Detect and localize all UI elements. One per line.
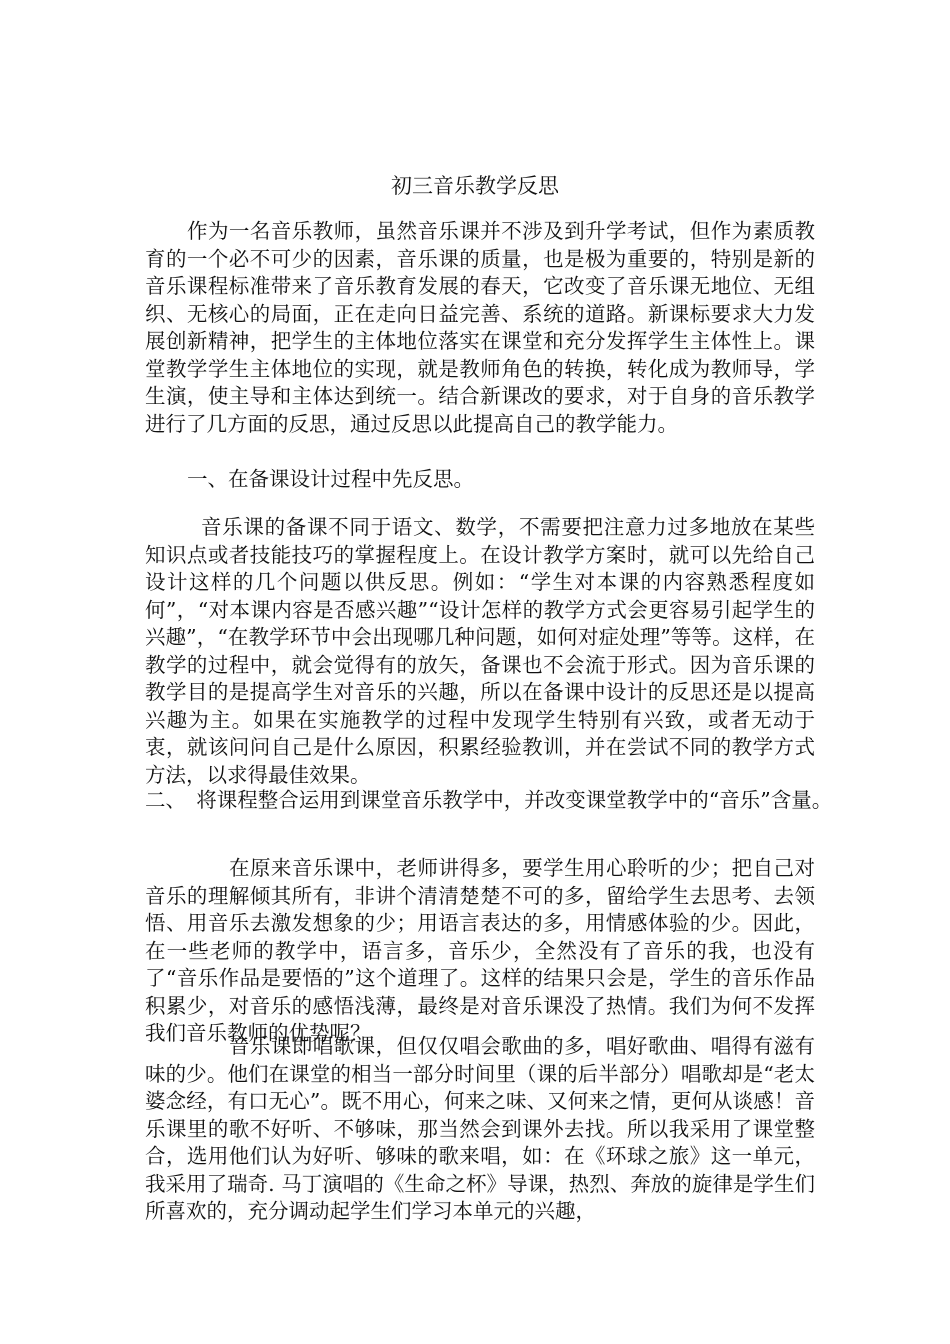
- section-one-paragraph: 音乐课的备课不同于语文、数学，不需要把注意力过多地放在某些知识点或者技能技巧的掌握程度上。在设计教学方案时，就可以先给自己设计这样的几个问题以供反思。例如：“学生对本课的内容熟悉程度如何”，“对本课内容是否感兴趣”“设计怎样的教学方式会更容易引起学生的兴趣”，“在教学环节中会出现哪几种问题，如何对症处理”等等。这样，在教学的过程中，就会觉得有的放矢，备课也不会流于形式。因为音乐课的教学目的是提高学生对音乐的兴趣，所以在备课中设计的反思还是以提高兴趣为主。如果在实施教学的过程中发现学生特别有兴致，或者无动于衷，就该问问自己是什么原因，积累经验教训，并在尝试不同的教学方式方法，以求得最佳效果。: [145, 515, 815, 787]
- section-two-paragraph-a: 在原来音乐课中，老师讲得多，要学生用心聆听的少；把自己对音乐的理解倾其所有，非讲个清清楚楚不可的多，留给学生去思考、去领悟、用音乐去激发想象的少；用语言表达的多，用情感体验的少。因此，在一些老师的教学中，语言多，音乐少，全然没有了音乐的我，也没有了“音乐作品是要悟的”这个道理了。这样的结果只会是，学生的音乐作品积累少，对音乐的感悟浅薄，最终是对音乐课没了热情。我们为何不发挥我们音乐教师的优势呢？: [145, 856, 815, 1045]
- intro-paragraph: 作为一名音乐教师，虽然音乐课并不涉及到升学考试，但作为素质教育的一个必不可少的因素，音乐课的质量，也是极为重要的，特别是新的音乐课程标准带来了音乐教育发展的春天，它改变了音乐课无地位、无组织、无核心的局面，正在走向日益完善、系统的道路。新课标要求大力发展创新精神，把学生的主体地位落实在课堂和充分发挥学生主体性上。课堂教学学生主体地位的实现，就是教师角色的转换，转化成为教师导，学生演，使主导和主体达到统一。结合新课改的要求，对于自身的音乐教学进行了几方面的反思，通过反思以此提高自己的教学能力。: [145, 219, 815, 436]
- section-two-paragraph-b: 音乐课即唱歌课，但仅仅唱会歌曲的多，唱好歌曲、唱得有滋有味的少。他们在课堂的相当一部分时间里（课的后半部分）唱歌却是“老太婆念经，有口无心”。既不用心，何来之味、又何来之情，更何从谈感！音乐课里的歌不好听、不够味，那当然会到课外去找。所以我采用了课堂整合，选用他们认为好听、够味的歌来唱，如：在《环球之旅》这一单元，我采用了瑞奇. 马丁演唱的《生命之杯》导课，热烈、奔放的旋律是学生们所喜欢的，充分调动起学生们学习本单元的兴趣，: [145, 1034, 815, 1223]
- document-title: 初三音乐教学反思: [391, 174, 559, 198]
- section-heading-two: 二、 将课程整合运用到课堂音乐教学中，并改变课堂教学中的“音乐”含量。: [145, 788, 833, 812]
- section-heading-one: 一、在备课设计过程中先反思。: [187, 467, 474, 491]
